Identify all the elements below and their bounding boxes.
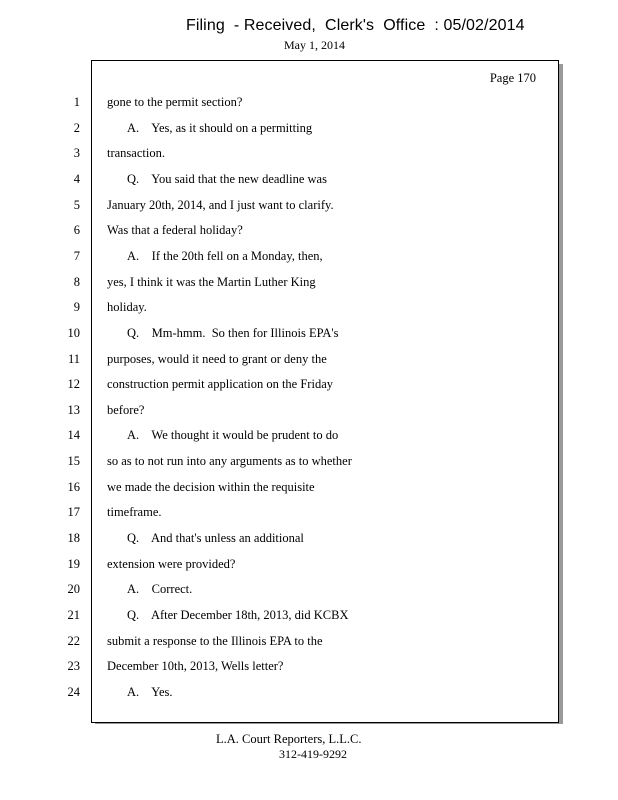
filing-stamp: Filing - Received, Clerk's Office : 05/02/2014 — [186, 17, 525, 34]
transcript-line: Q. Mm-hmm. So then for Illinois EPA's — [127, 326, 339, 340]
line-number: 20 — [67, 582, 80, 596]
line-number: 17 — [67, 505, 80, 519]
line-number: 8 — [73, 275, 80, 289]
transcript-line: Q. After December 18th, 2013, did KCBX — [127, 608, 349, 622]
line-number: 10 — [67, 326, 80, 340]
transcript-line: construction permit application on the Friday — [107, 377, 333, 391]
line-number: 23 — [67, 659, 80, 673]
line-number: 13 — [67, 403, 80, 417]
transcript-line: Q. You said that the new deadline was — [127, 172, 327, 186]
line-number: 7 — [73, 249, 80, 263]
page-number: Page 170 — [489, 71, 536, 85]
line-number: 16 — [67, 480, 80, 494]
line-number: 18 — [67, 531, 80, 545]
transcript-line: A. Yes, as it should on a permitting — [127, 121, 313, 135]
line-number: 21 — [67, 608, 80, 622]
transcript-line: submit a response to the Illinois EPA to the — [107, 634, 323, 648]
transcript-line: transaction. — [107, 146, 165, 160]
footer-company: L.A. Court Reporters, L.L.C. — [216, 732, 362, 746]
transcript-line: holiday. — [107, 300, 147, 314]
transcript-date: May 1, 2014 — [284, 38, 345, 52]
transcript-line: December 10th, 2013, Wells letter? — [107, 659, 284, 673]
transcript-line: so as to not run into any arguments as to whether — [107, 454, 352, 468]
transcript-line: timeframe. — [107, 505, 162, 519]
transcript-line: yes, I think it was the Martin Luther King — [107, 275, 316, 289]
line-number: 1 — [73, 95, 80, 109]
line-number: 22 — [67, 634, 80, 648]
transcript-line: gone to the permit section? — [107, 95, 243, 109]
line-number: 14 — [67, 428, 80, 442]
line-number: 11 — [67, 352, 80, 366]
transcript-line: A. We thought it would be prudent to do — [127, 428, 339, 442]
line-number: 24 — [67, 685, 80, 699]
line-number: 19 — [67, 557, 80, 571]
transcript-line: A. If the 20th fell on a Monday, then, — [127, 249, 323, 263]
transcript-line: before? — [107, 403, 145, 417]
line-number: 3 — [73, 146, 80, 160]
line-number: 5 — [73, 198, 80, 212]
line-number: 9 — [73, 300, 80, 314]
transcript-line: A. Correct. — [127, 582, 193, 596]
transcript-line: extension were provided? — [107, 557, 236, 571]
line-number: 4 — [73, 172, 80, 186]
line-number: 2 — [73, 121, 80, 135]
line-number: 15 — [67, 454, 80, 468]
transcript-line: Q. And that's unless an additional — [127, 531, 304, 545]
transcript-line: A. Yes. — [127, 685, 173, 699]
footer-phone: 312-419-9292 — [279, 747, 347, 761]
transcript-line: purposes, would it need to grant or deny the — [107, 352, 327, 366]
line-number: 6 — [73, 223, 80, 237]
transcript-line: we made the decision within the requisite — [107, 480, 315, 494]
line-number: 12 — [67, 377, 80, 391]
transcript-line: Was that a federal holiday? — [107, 223, 243, 237]
transcript-line: January 20th, 2014, and I just want to clarify. — [107, 198, 334, 212]
